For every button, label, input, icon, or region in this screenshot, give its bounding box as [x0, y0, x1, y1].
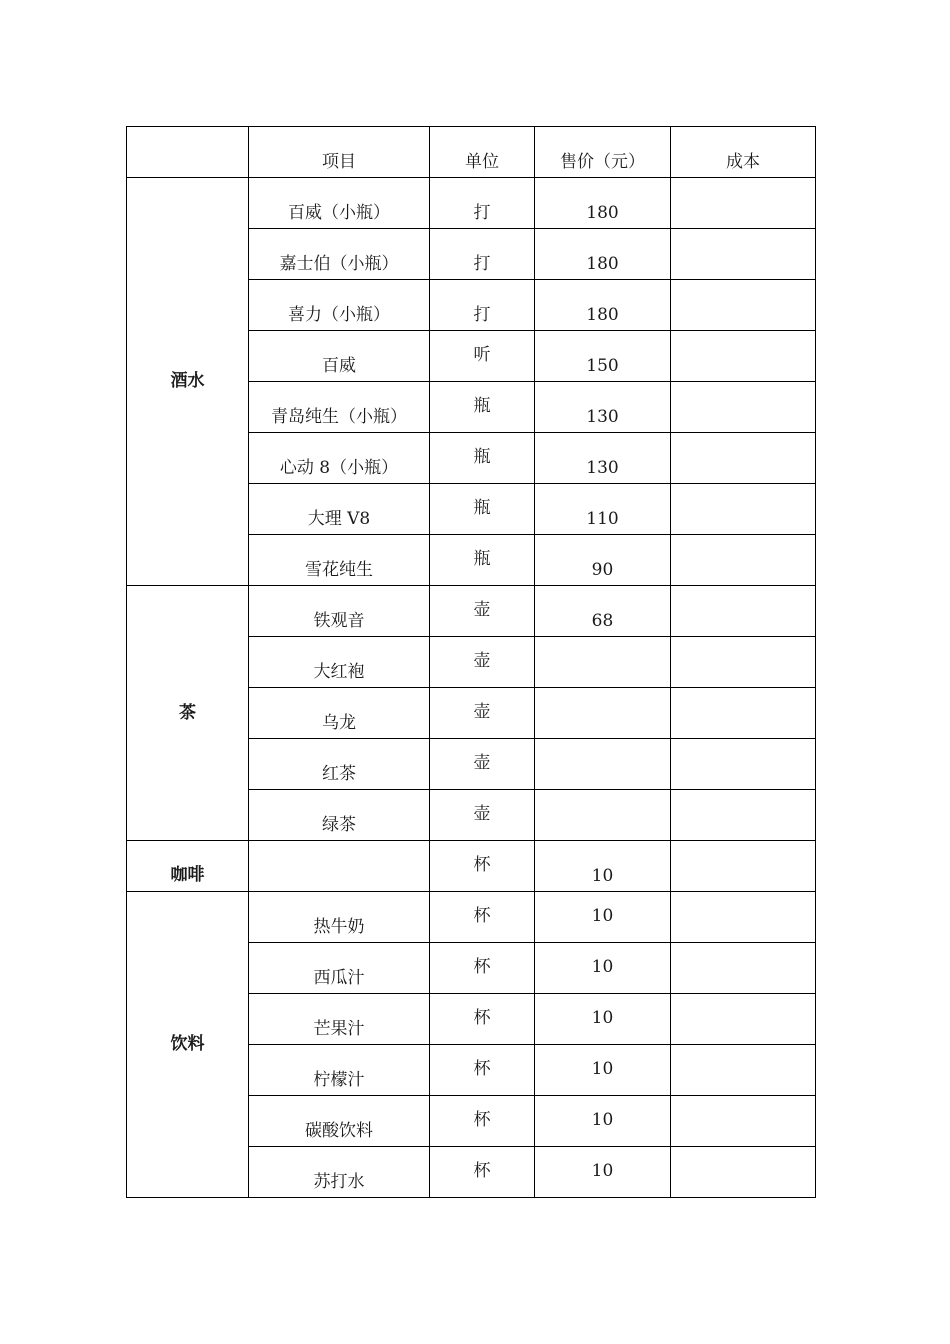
price-cell: 90 [535, 535, 671, 586]
table-row [127, 841, 816, 892]
cost-cell [671, 229, 816, 280]
price-cell: 10 [535, 841, 671, 892]
cost-cell [671, 433, 816, 484]
item-cell: 苏打水 [249, 1147, 430, 1198]
price-cell: 180 [535, 229, 671, 280]
cost-cell [671, 688, 816, 739]
unit-cell: 杯 [430, 1096, 535, 1147]
price-cell [535, 790, 671, 841]
item-cell: 雪花纯生 [249, 535, 430, 586]
item-cell: 热牛奶 [249, 892, 430, 943]
unit-cell: 杯 [430, 994, 535, 1045]
header-category [127, 127, 249, 178]
price-cell: 180 [535, 178, 671, 229]
cost-cell [671, 586, 816, 637]
cost-cell [671, 280, 816, 331]
cost-cell [671, 331, 816, 382]
cost-cell [671, 943, 816, 994]
item-cell: 大红袍 [249, 637, 430, 688]
cost-cell [671, 892, 816, 943]
cost-cell [671, 1096, 816, 1147]
unit-cell: 瓶 [430, 382, 535, 433]
price-cell: 130 [535, 382, 671, 433]
unit-cell: 壶 [430, 739, 535, 790]
price-cell: 10 [535, 943, 671, 994]
item-cell: 铁观音 [249, 586, 430, 637]
table-row [127, 892, 816, 943]
item-cell: 绿茶 [249, 790, 430, 841]
unit-cell: 瓶 [430, 433, 535, 484]
header-price: 售价（元） [535, 127, 671, 178]
header-unit: 单位 [430, 127, 535, 178]
cost-cell [671, 1147, 816, 1198]
item-cell: 红茶 [249, 739, 430, 790]
price-cell [535, 688, 671, 739]
unit-cell: 壶 [430, 688, 535, 739]
item-cell: 青岛纯生（小瓶） [249, 382, 430, 433]
price-cell [535, 637, 671, 688]
cost-cell [671, 637, 816, 688]
unit-cell: 杯 [430, 943, 535, 994]
cost-cell [671, 535, 816, 586]
unit-cell: 瓶 [430, 535, 535, 586]
cost-cell [671, 1045, 816, 1096]
header-row [127, 127, 816, 178]
unit-cell: 杯 [430, 892, 535, 943]
unit-cell: 杯 [430, 1147, 535, 1198]
item-cell: 喜力（小瓶） [249, 280, 430, 331]
cost-cell [671, 994, 816, 1045]
price-cell: 10 [535, 1045, 671, 1096]
price-cell: 68 [535, 586, 671, 637]
item-cell: 芒果汁 [249, 994, 430, 1045]
cost-cell [671, 178, 816, 229]
price-table [126, 126, 816, 1198]
unit-cell: 瓶 [430, 484, 535, 535]
item-cell: 嘉士伯（小瓶） [249, 229, 430, 280]
price-cell: 130 [535, 433, 671, 484]
item-cell [249, 841, 430, 892]
item-cell: 乌龙 [249, 688, 430, 739]
item-cell: 心动 8（小瓶） [249, 433, 430, 484]
price-cell: 10 [535, 994, 671, 1045]
item-cell: 西瓜汁 [249, 943, 430, 994]
item-cell: 碳酸饮料 [249, 1096, 430, 1147]
price-cell: 110 [535, 484, 671, 535]
unit-cell: 壶 [430, 790, 535, 841]
unit-cell: 壶 [430, 586, 535, 637]
table-row [127, 586, 816, 637]
item-cell: 柠檬汁 [249, 1045, 430, 1096]
header-cost: 成本 [671, 127, 816, 178]
unit-cell: 打 [430, 280, 535, 331]
category-cell: 茶 [127, 586, 249, 841]
unit-cell: 壶 [430, 637, 535, 688]
unit-cell: 杯 [430, 841, 535, 892]
unit-cell: 听 [430, 331, 535, 382]
cost-cell [671, 484, 816, 535]
price-cell: 180 [535, 280, 671, 331]
item-cell: 百威（小瓶） [249, 178, 430, 229]
item-cell: 百威 [249, 331, 430, 382]
price-cell: 10 [535, 892, 671, 943]
cost-cell [671, 790, 816, 841]
price-cell: 10 [535, 1096, 671, 1147]
price-cell: 150 [535, 331, 671, 382]
unit-cell: 打 [430, 229, 535, 280]
category-cell: 酒水 [127, 178, 249, 586]
price-cell [535, 739, 671, 790]
unit-cell: 打 [430, 178, 535, 229]
category-cell: 饮料 [127, 892, 249, 1198]
cost-cell [671, 739, 816, 790]
table-row [127, 178, 816, 229]
unit-cell: 杯 [430, 1045, 535, 1096]
category-cell: 咖啡 [127, 841, 249, 892]
cost-cell [671, 382, 816, 433]
header-item: 项目 [249, 127, 430, 178]
item-cell: 大理 V8 [249, 484, 430, 535]
cost-cell [671, 841, 816, 892]
price-cell: 10 [535, 1147, 671, 1198]
